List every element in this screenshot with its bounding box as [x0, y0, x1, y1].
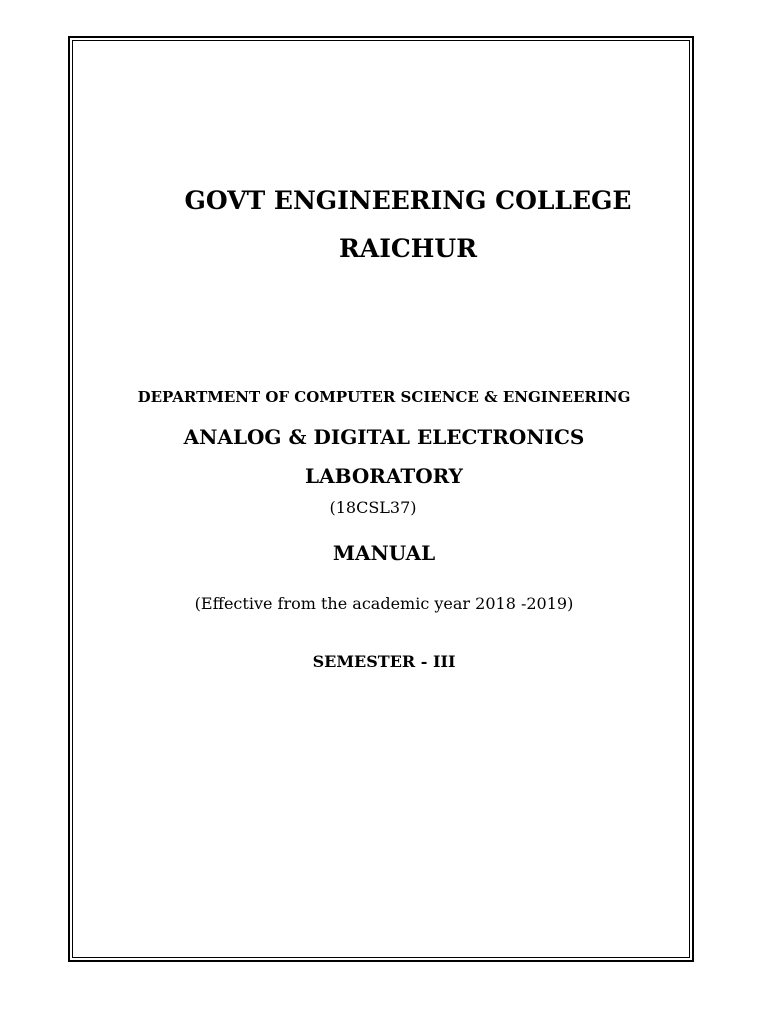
document-type: MANUAL [332, 541, 436, 565]
semester-label: SEMESTER - III [312, 652, 456, 671]
course-code: (18CSL37) [329, 498, 417, 517]
lab-subtitle: LABORATORY [305, 464, 463, 488]
college-city: RAICHUR [339, 234, 477, 263]
lab-title: ANALOG & DIGITAL ELECTRONICS [183, 425, 585, 449]
effective-year-note: (Effective from the academic year 2018 -2019) [194, 594, 574, 613]
college-name: GOVT ENGINEERING COLLEGE [184, 186, 632, 215]
department-name: DEPARTMENT OF COMPUTER SCIENCE & ENGINEERING [137, 388, 631, 406]
